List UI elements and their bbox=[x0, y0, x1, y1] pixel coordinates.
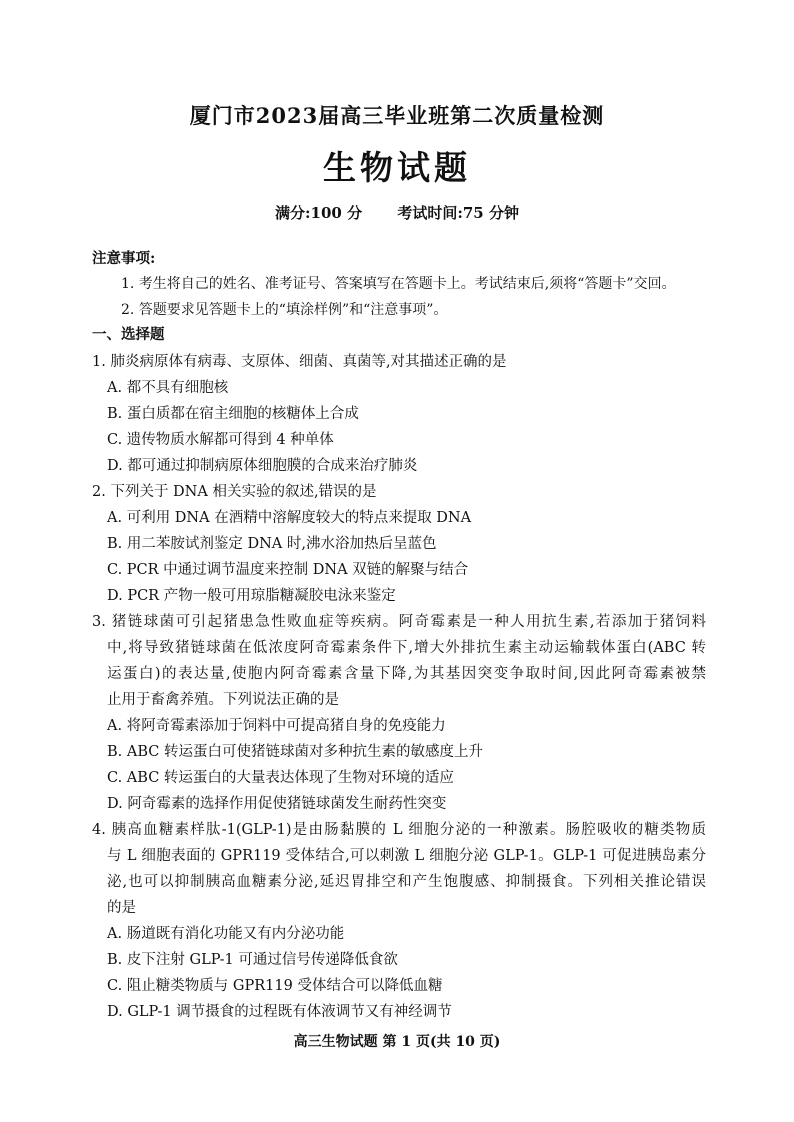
option: D. PCR 产物一般可用琼脂糖凝胶电泳来鉴定 bbox=[107, 588, 396, 604]
exam-time: 考试时间:75 分钟 bbox=[397, 204, 519, 222]
question-stem: 3. 猪链球菌可引起猪患急性败血症等疾病。阿奇霉素是一种人用抗生素,若添加于猪饲料 bbox=[92, 614, 706, 630]
full-score: 满分:100 分 bbox=[275, 204, 363, 222]
option: C. 遗传物质水解都可得到 4 种单体 bbox=[107, 432, 334, 448]
notice-item: 2. 答题要求见答题卡上的“填涂样例”和“注意事项”。 bbox=[121, 302, 448, 318]
question-stem: 止用于畜禽养殖。下列说法正确的是 bbox=[107, 692, 339, 708]
subject-title: 生物试题 bbox=[323, 148, 471, 187]
exam-meta bbox=[0, 202, 794, 223]
exam-title: 厦门市2023届高三毕业班第二次质量检测 bbox=[189, 103, 605, 128]
question-stem: 4. 胰高血糖素样肽-1(GLP-1)是由肠黏膜的 L 细胞分泌的一种激素。肠腔吸收的糖类物质 bbox=[92, 822, 706, 838]
question-stem: 泌,也可以抑制胰高血糖素分泌,延迟胃排空和产生饱腹感、抑制摄食。下列相关推论错误 bbox=[107, 874, 706, 890]
option: D. 阿奇霉素的选择作用促使猪链球菌发生耐药性突变 bbox=[107, 796, 447, 812]
option: C. 阻止糖类物质与 GPR119 受体结合可以降低血糖 bbox=[107, 978, 443, 994]
option: B. 蛋白质都在宿主细胞的核糖体上合成 bbox=[107, 406, 359, 422]
option: C. PCR 中通过调节温度来控制 DNA 双链的解聚与结合 bbox=[107, 562, 469, 578]
option: A. 肠道既有消化功能又有内分泌功能 bbox=[107, 926, 345, 942]
option: B. 用二苯胺试剂鉴定 DNA 时,沸水浴加热后呈蓝色 bbox=[107, 536, 437, 552]
question-stem: 1. 肺炎病原体有病毒、支原体、细菌、真菌等,对其描述正确的是 bbox=[92, 354, 507, 370]
option: A. 将阿奇霉素添加于饲料中可提高猪自身的免疫能力 bbox=[107, 718, 446, 734]
question-stem: 的是 bbox=[107, 900, 136, 916]
question-stem: 运蛋白)的表达量,使胞内阿奇霉素含量下降,为其基因突变争取时间,因此阿奇霉素被禁 bbox=[107, 666, 706, 682]
option: A. 可利用 DNA 在酒精中溶解度较大的特点来提取 DNA bbox=[107, 510, 472, 526]
option: B. ABC 转运蛋白可使猪链球菌对多种抗生素的敏感度上升 bbox=[107, 744, 483, 760]
page-footer: 高三生物试题 第 1 页(共 10 页) bbox=[293, 1034, 501, 1050]
section-heading: 一、选择题 bbox=[92, 326, 165, 343]
question-stem: 中,将导致猪链球菌在低浓度阿奇霉素条件下,增大外排抗生素主动运输载体蛋白(ABC 转 bbox=[107, 640, 706, 656]
question-stem: 2. 下列关于 DNA 相关实验的叙述,错误的是 bbox=[92, 484, 377, 500]
option: B. 皮下注射 GLP-1 可通过信号传递降低食欲 bbox=[107, 952, 398, 968]
option: C. ABC 转运蛋白的大量表达体现了生物对环境的适应 bbox=[107, 770, 454, 786]
option: D. GLP-1 调节摄食的过程既有体液调节又有神经调节 bbox=[107, 1004, 452, 1020]
option: D. 都可通过抑制病原体细胞膜的合成来治疗肺炎 bbox=[107, 458, 418, 474]
notice-heading: 注意事项: bbox=[92, 250, 156, 267]
question-stem: 与 L 细胞表面的 GPR119 受体结合,可以刺激 L 细胞分泌 GLP-1。GLP-1 可促进胰岛素分 bbox=[107, 848, 706, 864]
option: A. 都不具有细胞核 bbox=[107, 380, 229, 396]
notice-item: 1. 考生将自己的姓名、准考证号、答案填写在答题卡上。考试结束后,须将“答题卡”交回。 bbox=[121, 276, 676, 292]
